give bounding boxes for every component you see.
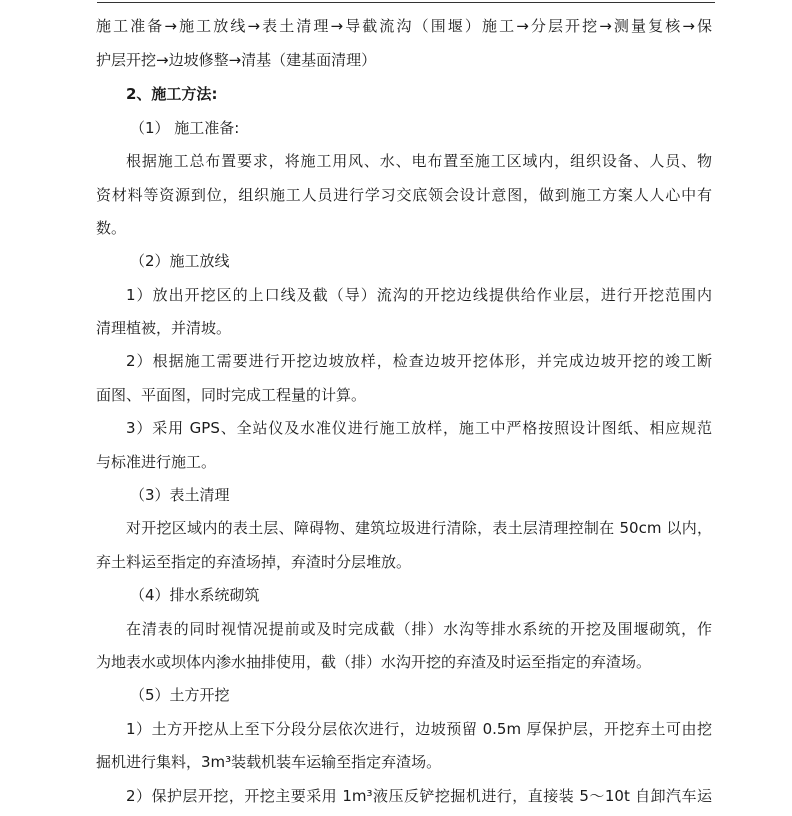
text-line: 在清表的同时视情况提前或及时完成截（排）水沟等排水系统的开挖及围堰砌筑，作 — [126, 620, 712, 638]
text-line: 施工准备→施工放线→表土清理→导截流沟（围堰）施工→分层开挖→测量复核→保 — [96, 17, 712, 35]
subsection-heading: （4）排水系统砌筑 — [130, 586, 260, 604]
text-line: 与标准进行施工。 — [96, 453, 217, 471]
text-line: 弃土料运至指定的弃渣场掉，弃渣时分层堆放。 — [96, 553, 412, 571]
text-line: 护层开挖→边坡修整→清基（建基面清理） — [96, 51, 377, 69]
section-heading: 2、施工方法: — [126, 85, 218, 103]
text-line: 3）采用 GPS、全站仪及水准仪进行施工放样，施工中严格按照设计图纸、相应规范 — [126, 419, 712, 437]
text-line: 2）保护层开挖，开挖主要采用 1m³液压反铲挖掘机进行，直接装 5～10t 自卸汽车运 — [126, 787, 712, 805]
text-line: 1）放出开挖区的上口线及截（导）流沟的开挖边线提供给作业层，进行开挖范围内 — [126, 286, 712, 304]
text-line: 资材料等资源到位，组织施工人员进行学习交底领会设计意图，做到施工方案人人心中有 — [96, 186, 712, 204]
text-line: 为地表水或坝体内渗水抽排使用，截（排）水沟开挖的弃渣及时运至指定的弃渣场。 — [96, 653, 652, 671]
text-line: 数。 — [96, 219, 127, 237]
subsection-heading: （1） 施工准备: — [130, 119, 240, 137]
text-line: 清理植被，并清坡。 — [96, 319, 232, 337]
subsection-heading: （5）土方开挖 — [130, 686, 230, 704]
text-line: 2）根据施工需要进行开挖边坡放样，检查边坡开挖体形，并完成边坡开挖的竣工断 — [126, 352, 712, 370]
text-line: 面图、平面图，同时完成工程量的计算。 — [96, 386, 367, 404]
subsection-heading: （3）表土清理 — [130, 486, 230, 504]
text-line: 1）土方开挖从上至下分段分层依次进行，边坡预留 0.5m 厚保护层，开挖弃土可由挖 — [126, 720, 712, 738]
subsection-heading: （2）施工放线 — [130, 252, 230, 270]
text-line: 对开挖区域内的表土层、障碍物、建筑垃圾进行清除，表土层清理控制在 50cm 以内， — [126, 519, 712, 537]
text-line: 根据施工总布置要求，将施工用风、水、电布置至施工区域内，组织设备、人员、物 — [126, 152, 712, 170]
header-rule — [97, 2, 715, 3]
text-line: 掘机进行集料，3m³装载机装车运输至指定弃渣场。 — [96, 753, 442, 771]
